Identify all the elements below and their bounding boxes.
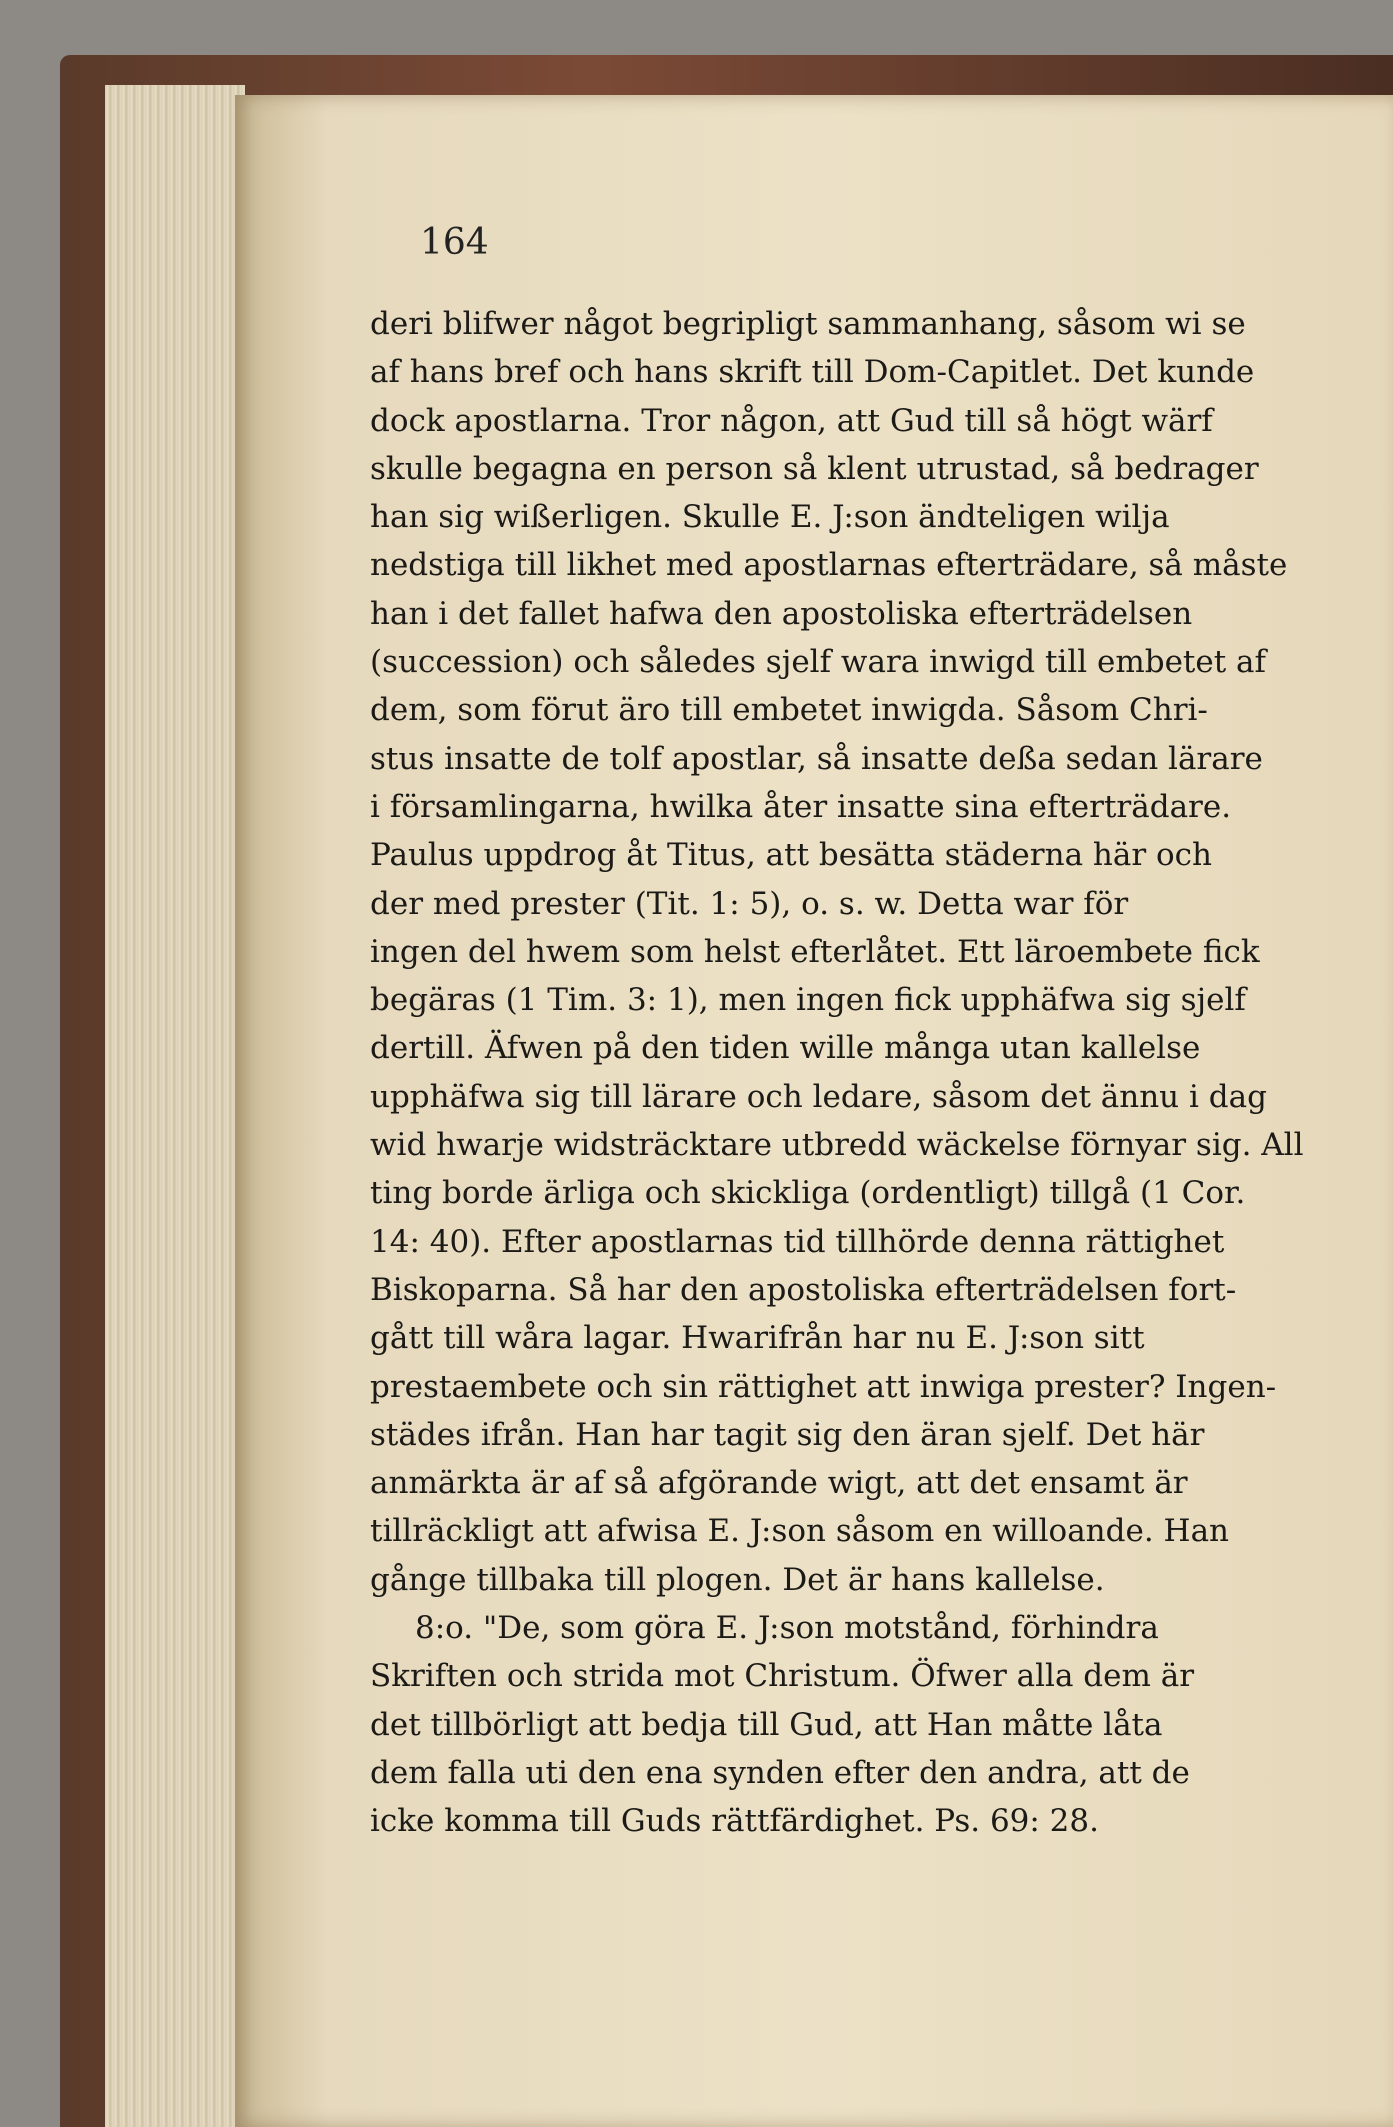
text-line: af hans bref och hans skrift till Dom-Capitlet. Det kunde — [370, 354, 1255, 391]
page-number: 164 — [420, 222, 489, 263]
text-line: 14: 40). Efter apostlarnas tid tillhörde denna rättighet — [370, 1223, 1225, 1260]
text-line: (succession) och således sjelf wara inwigd till embetet af — [370, 644, 1267, 681]
text-line: wid hwarje widsträcktare utbredd wäckelse förnyar sig. All — [370, 1127, 1304, 1164]
text-line: dertill. Äfwen på den tiden wille många utan kallelse — [370, 1030, 1201, 1067]
text-line: stus insatte de tolf apostlar, så insatte deßa sedan lärare — [370, 740, 1263, 777]
text-line: ingen del hwem som helst efterlåtet. Ett läroembete fick — [370, 933, 1260, 970]
text-line: prestaembete och sin rättighet att inwiga prester? Ingen- — [370, 1368, 1277, 1405]
text-line: han sig wißerligen. Skulle E. J:son ändteligen wilja — [370, 499, 1170, 536]
text-line: han i det fallet hafwa den apostoliska efterträdelsen — [370, 595, 1193, 632]
text-line: ting borde ärliga och skickliga (ordentligt) tillgå (1 Cor. — [370, 1175, 1246, 1212]
text-line: skulle begagna en person så klent utrustad, så bedrager — [370, 450, 1259, 487]
text-line: gånge tillbaka till plogen. Det är hans kallelse. — [370, 1561, 1105, 1598]
text-line: begäras (1 Tim. 3: 1), men ingen fick upphäfwa sig sjelf — [370, 982, 1246, 1019]
text-line: anmärkta är af så afgörande wigt, att det ensamt är — [370, 1465, 1188, 1502]
text-line: städes ifrån. Han har tagit sig den äran sjelf. Det här — [370, 1416, 1205, 1453]
text-line: deri blifwer något begripligt sammanhang, såsom wi se — [370, 306, 1246, 342]
text-line: Biskoparna. Så har den apostoliska efterträdelsen fort- — [370, 1271, 1237, 1308]
body-text — [370, 300, 1340, 1846]
text-line: der med prester (Tit. 1: 5), o. s. w. Detta war för — [370, 885, 1129, 922]
text-line: dem, som förut äro till embetet inwigda. Såsom Chri- — [370, 692, 1208, 729]
text-line: dem falla uti den ena synden efter den andra, att de — [370, 1754, 1190, 1791]
text-line: dock apostlarna. Tror någon, att Gud till så högt wärf — [370, 402, 1213, 439]
text-line: Paulus uppdrog åt Titus, att besätta städerna här och — [370, 837, 1213, 874]
page-edges — [105, 85, 245, 2127]
text-line: i församlingarna, hwilka åter insatte sina efterträdare. — [370, 788, 1232, 825]
text-line: det tillbörligt att bedja till Gud, att Han måtte låta — [370, 1706, 1163, 1743]
text-line: tillräckligt att afwisa E. J:son såsom en willoande. Han — [370, 1513, 1230, 1550]
text-line: gått till wåra lagar. Hwarifrån har nu E. J:son sitt — [370, 1320, 1145, 1357]
text-line: icke komma till Guds rättfärdighet. Ps. 69: 28. — [370, 1803, 1099, 1840]
text-line: Skriften och strida mot Christum. Öfwer alla dem är — [370, 1658, 1195, 1695]
text-line: nedstiga till likhet med apostlarnas efterträdare, så måste — [370, 547, 1288, 584]
text-line: upphäfwa sig till lärare och ledare, såsom det ännu i dag — [370, 1078, 1267, 1115]
text-line: 8:o. "De, som göra E. J:son motstånd, förhindra — [415, 1610, 1159, 1647]
